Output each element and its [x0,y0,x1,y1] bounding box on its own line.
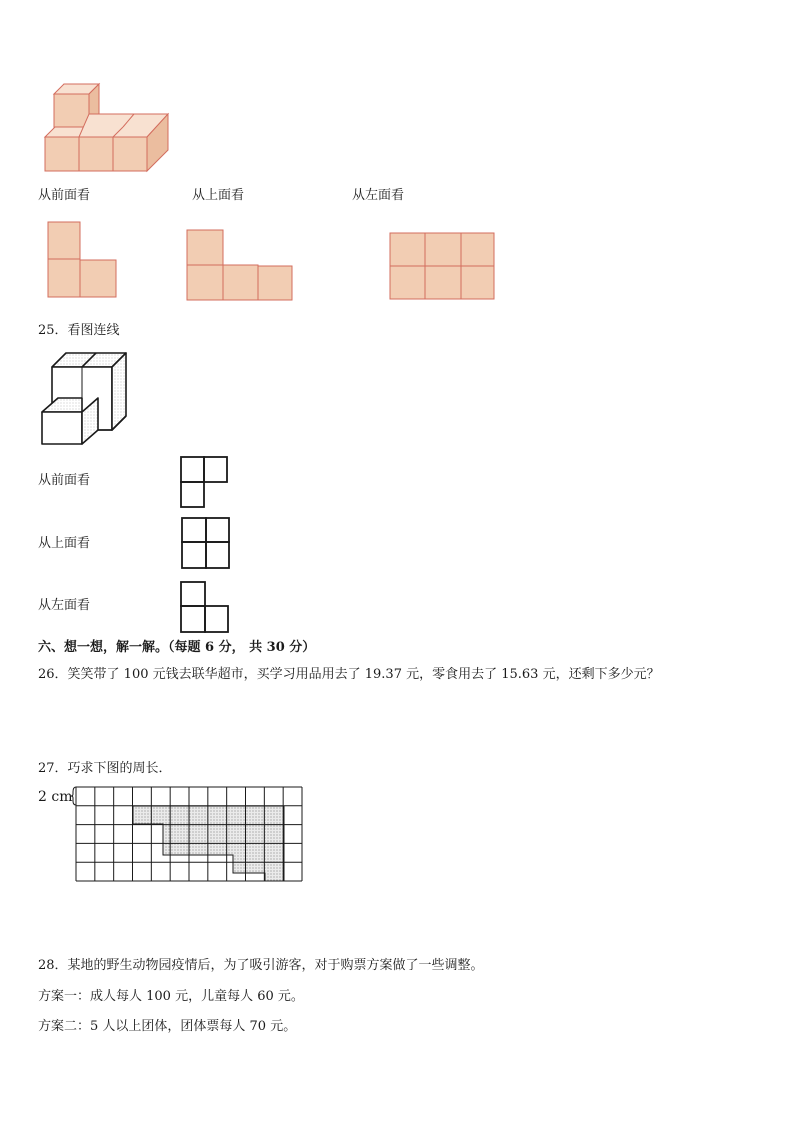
view-label-left: 从左面看 [352,188,405,203]
q28-plan2: 方案二：5 人以上团体，团体票每人 70 元。 [38,1019,297,1034]
q27-text: 27．巧求下图的周长． [38,761,172,776]
q25-label-top: 从上面看 [38,536,91,551]
q25-title: 25．看图连线 [38,323,120,338]
view-label-front: 从前面看 [38,188,91,203]
q28-plan1: 方案一：成人每人 100 元，儿童每人 60 元。 [38,989,304,1004]
q25-label-front: 从前面看 [38,473,91,488]
q25-label-left: 从左面看 [38,598,91,613]
view-label-top: 从上面看 [192,188,245,203]
q28-text: 28．某地的野生动物园疫情后，为了吸引游客，对于购票方案做了一些调整。 [38,958,484,973]
q26-text: 26．笑笑带了 100 元钱去联华超市，买学习用品用去了 19.37 元，零食用去了 15.63 元，还剩下多少元？ [38,667,660,682]
section6-title: 六、想一想，解一解。（每题 6 分， 共 30 分） [38,640,316,655]
q27-scale-label: 2 cm [38,789,73,805]
